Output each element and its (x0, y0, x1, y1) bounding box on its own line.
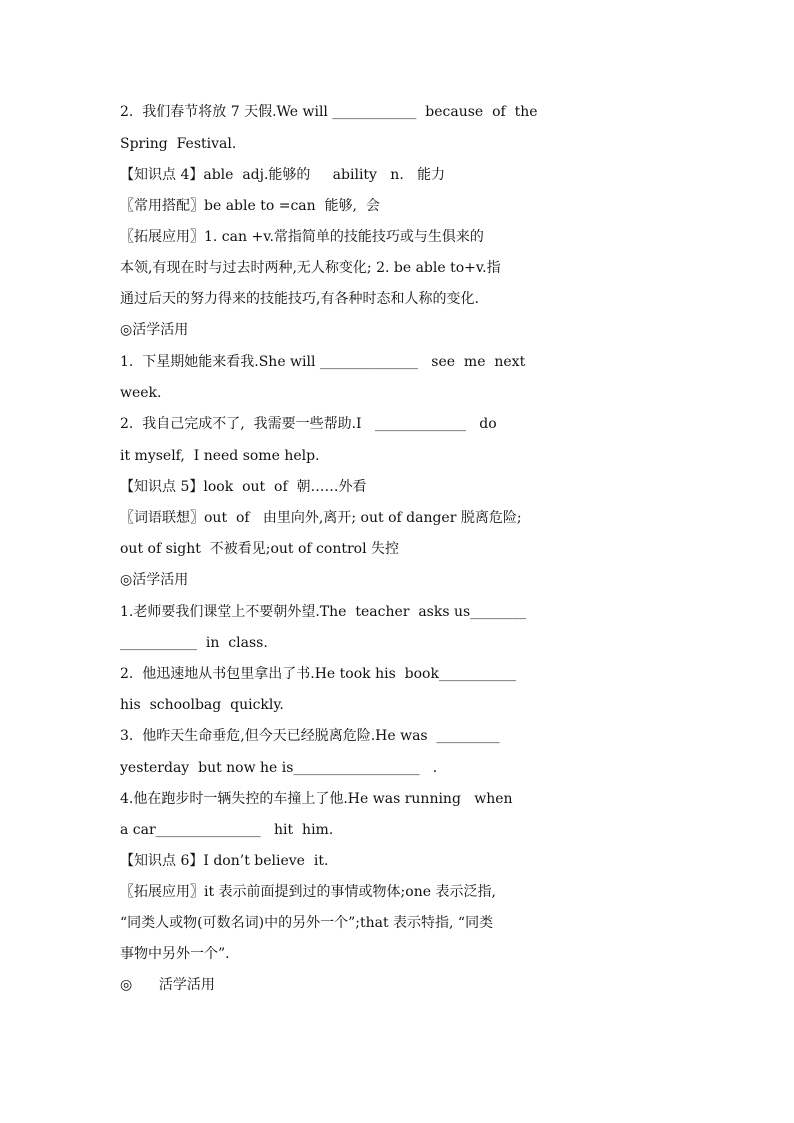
word-association-line: 〖词语联想〗out of 由里向外,离开; out of danger 脱离危险; (120, 510, 522, 526)
word-association-line: out of sight 不被看见;out of control 失控 (120, 541, 400, 557)
exercise-line: 2. 我们春节将放 7 天假.We will ____________ because of the (120, 104, 538, 120)
exercise-line: Spring Festival. (120, 136, 237, 152)
extension-line: 通过后天的努力得来的技能技巧,有各种时态和人称的变化. (120, 291, 479, 307)
knowledge-point-heading: 【知识点 5】look out of 朝……外看 (120, 479, 367, 495)
exercise-line: 1. 下星期她能来看我.She will ______________ see me next (120, 354, 526, 370)
extension-line: “同类人或物(可数名词)中的另外一个”;that 表示特指, “同类 (120, 915, 494, 931)
exercise-line: week. (120, 385, 162, 401)
extension-line: 本领,有现在时与过去时两种,无人称变化; 2. be able to+v.指 (120, 260, 501, 276)
collocation-line: 〖常用搭配〗be able to =can 能够, 会 (120, 198, 380, 214)
exercise-line: it myself, I need some help. (120, 448, 320, 464)
practice-heading: ◎ 活学活用 (120, 977, 215, 993)
knowledge-point-heading: 【知识点 4】able adj.能够的 ability n. 能力 (120, 167, 446, 183)
exercise-line: 2. 我自己完成不了, 我需要一些帮助.I _____________ do (120, 416, 497, 432)
exercise-line: 1.老师要我们课堂上不要朝外望.The teacher asks us________ (120, 604, 527, 620)
practice-heading: ◎活学活用 (120, 322, 189, 338)
extension-line: 〖拓展应用〗it 表示前面提到过的事情或物体;one 表示泛指, (120, 884, 496, 900)
extension-line: 事物中另外一个”. (120, 946, 230, 962)
exercise-line: ___________ in class. (120, 635, 268, 651)
exercise-line: a car_______________ hit him. (120, 822, 334, 838)
knowledge-point-heading: 【知识点 6】I don’t believe it. (120, 853, 329, 869)
exercise-line: 3. 他昨天生命垂危,但今天已经脱离危险.He was _________ (120, 728, 500, 744)
exercise-line: 4.他在跑步时一辆失控的车撞上了他.He was running when (120, 791, 513, 807)
exercise-line: 2. 他迅速地从书包里拿出了书.He took his book___________ (120, 666, 516, 682)
exercise-line: yesterday but now he is__________________ . (120, 760, 438, 776)
practice-heading: ◎活学活用 (120, 572, 189, 588)
extension-line: 〖拓展应用〗1. can +v.常指简单的技能技巧或与生俱来的 (120, 229, 484, 245)
exercise-line: his schoolbag quickly. (120, 697, 284, 713)
